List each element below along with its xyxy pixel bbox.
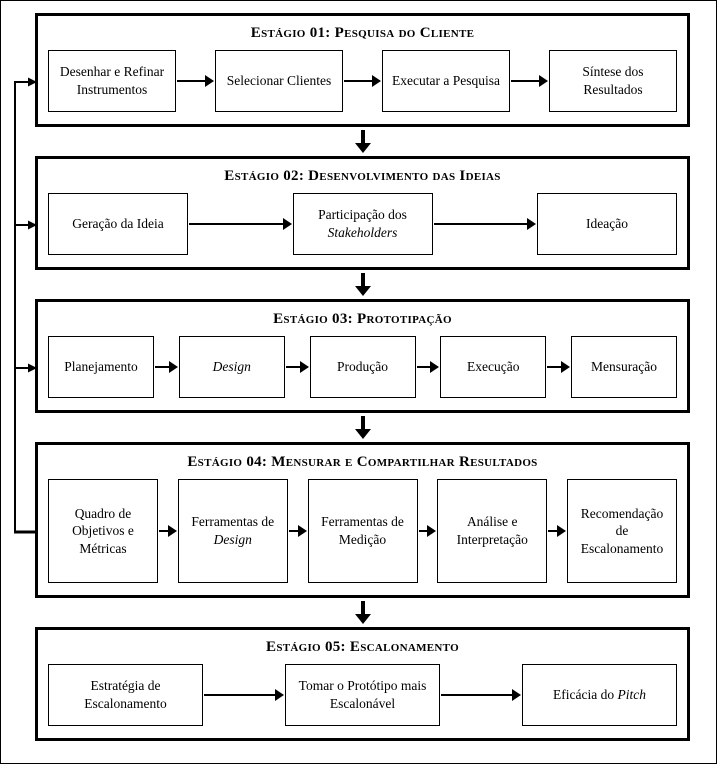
process-box: Ferramentas de Design [178,479,288,583]
stage-05-title: Estágio 05: Escalonamento [266,639,459,655]
process-box: Síntese dos Resultados [549,50,677,112]
process-box: Quadro de Objetivos e Métricas [48,479,158,583]
process-box: Análise e Interpretação [437,479,547,583]
right-arrow-icon [189,214,292,234]
process-box: Estratégia de Escalonamento [48,664,203,726]
stage-03-row [48,336,677,398]
stage-02-title: Estágio 02: Desenvolvimento das Ideias [224,168,501,184]
stage-04-title: Estágio 04: Mensurar e Compartilhar Resultados [187,454,538,470]
stage-03-title: Estágio 03: Prototipação [273,311,452,327]
down-arrow-icon [35,413,690,442]
right-arrow-icon [419,521,437,541]
right-arrow-icon [289,521,307,541]
stage-05 [35,627,690,741]
right-arrow-icon [434,214,537,234]
process-box: Ideação [537,193,677,255]
right-arrow-icon [155,357,178,377]
stage-01 [35,13,690,127]
stage-02 [35,156,690,270]
right-arrow-icon [441,685,521,705]
right-arrow-icon [159,521,177,541]
down-arrow-icon [35,270,690,299]
right-arrow-icon [177,71,214,91]
stage-01-row [48,50,677,112]
process-box: Planejamento [48,336,154,398]
down-arrow-icon [35,598,690,627]
process-box: Design [179,336,285,398]
stage-03 [35,299,690,413]
right-arrow-icon [511,71,548,91]
process-box: Produção [310,336,416,398]
process-box: Desenhar e Refinar Instrumentos [48,50,176,112]
process-box: Geração da Ideia [48,193,188,255]
right-arrow-icon [547,357,570,377]
process-box: Mensuração [571,336,677,398]
right-arrow-icon [344,71,381,91]
process-box: Participação dos Stakeholders [293,193,433,255]
stage-01-title: Estágio 01: Pesquisa do Cliente [250,25,475,41]
right-arrow-icon [204,685,284,705]
process-box: Selecionar Clientes [215,50,343,112]
stage-05-row [48,664,677,726]
process-box: Tomar o Protótipo mais Escalonável [285,664,440,726]
process-box: Recomendação de Escalonamento [567,479,677,583]
process-box: Ferramentas de Medição [308,479,418,583]
stage-04-row [48,479,677,583]
right-arrow-icon [417,357,440,377]
down-arrow-icon [35,127,690,156]
stage-02-row [48,193,677,255]
process-box: Execução [440,336,546,398]
right-arrow-icon [286,357,309,377]
stage-04 [35,442,690,598]
right-arrow-icon [548,521,566,541]
process-box: Executar a Pesquisa [382,50,510,112]
process-box: Eficácia do Pitch [522,664,677,726]
